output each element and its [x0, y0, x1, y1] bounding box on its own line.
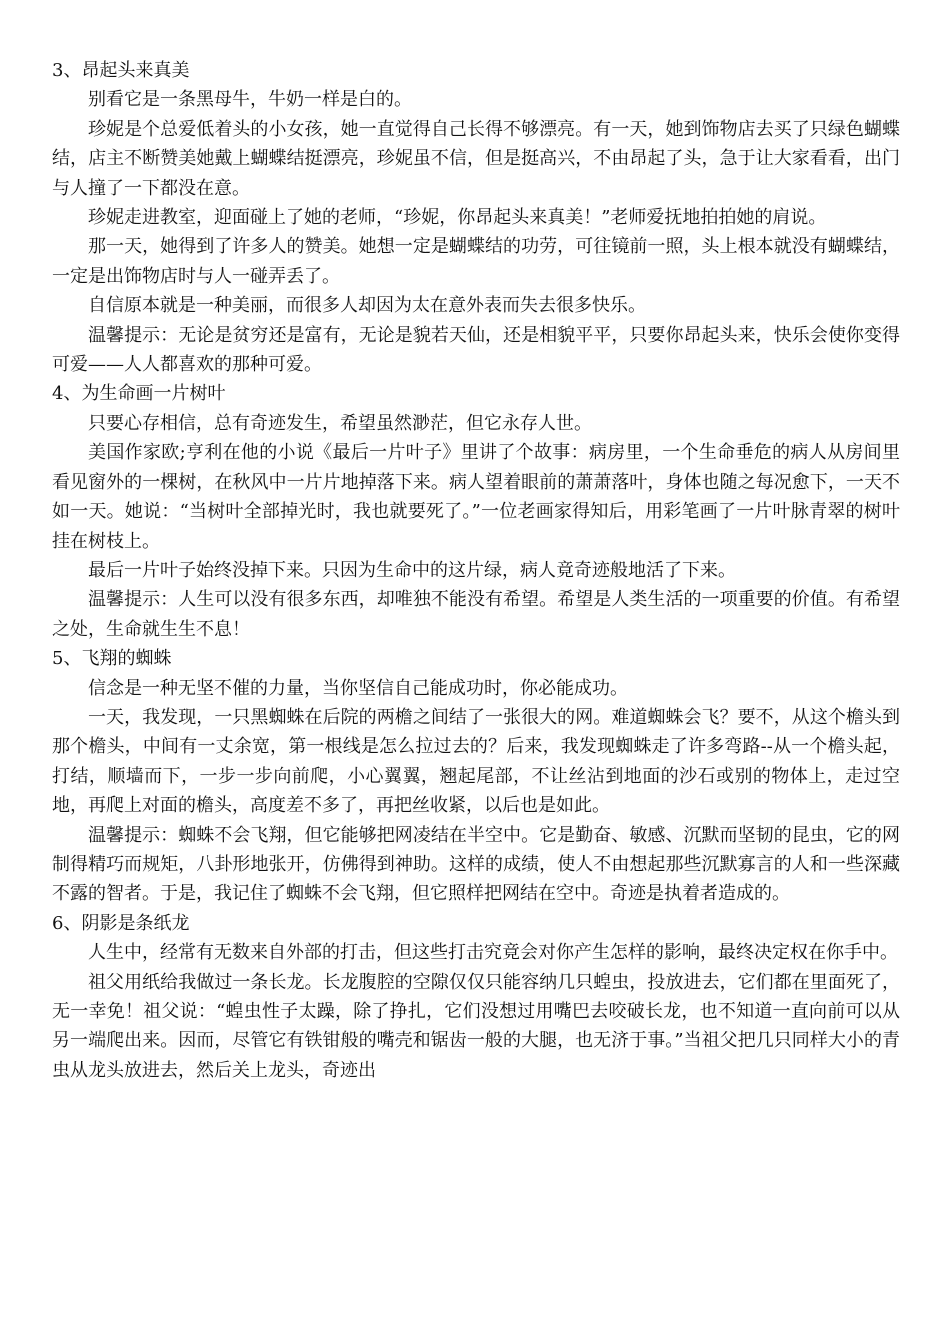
paragraph: 珍妮是个总爱低着头的小女孩，她一直觉得自己长得不够漂亮。有一天，她到饰物店去买了只绿色蝴蝶结，店主不断赞美她戴上蝴蝶结挺漂亮，珍妮虽不信，但是挺高兴，不由昂起了头，急于让大家看看，出门与人撞了一下都没在意。	[52, 118, 900, 199]
section-3	[52, 56, 900, 379]
paragraph: 人生中，经常有无数来自外部的打击，但这些打击究竟会对你产生怎样的影响，最终决定权在你手中。	[88, 942, 898, 964]
paragraph: 祖父用纸给我做过一条长龙。长龙腹腔的空隙仅仅只能容纳几只蝗虫，投放进去，它们都在里面死了，无一幸免！祖父说：“蝗虫性子太躁，除了挣扎，它们没想过用嘴巴去咬破长龙，也不知道一直向前可以从另一端爬出来。因而，尽管它有铁钳般的嘴壳和锯齿一般的大腿，也无济于事。”当祖父把几只同样大小的青虫从龙头放进去，然后关上龙头，奇迹出	[52, 971, 900, 1081]
section-heading: 5、飞翔的蜘蛛	[52, 648, 172, 670]
paragraph: 美国作家欧;亨利在他的小说《最后一片叶子》里讲了个故事：病房里，一个生命垂危的病人从房间里看见窗外的一棵树，在秋风中一片片地掉落下来。病人望着眼前的萧萧落叶，身体也随之每况愈下，一天不如一天。她说：“当树叶全部掉光时，我也就要死了。”一位老画家得知后，用彩笔画了一片叶脉青翠的树叶挂在树枝上。	[52, 442, 900, 552]
tip-paragraph: 温馨提示：无论是贫穷还是富有，无论是貌若天仙，还是相貌平平，只要你昂起头来，快乐会使你变得可爱——人人都喜欢的那种可爱。	[52, 324, 900, 376]
paragraph: 自信原本就是一种美丽，而很多人却因为太在意外表而失去很多快乐。	[88, 295, 646, 317]
paragraph: 一天，我发现，一只黑蜘蛛在后院的两檐之间结了一张很大的网。难道蜘蛛会飞？要不，从这个檐头到那个檐头，中间有一丈余宽，第一根线是怎么拉过去的？后来，我发现蜘蛛走了许多弯路--从一个檐头起，打结，顺墙而下，一步一步向前爬，小心翼翼，翘起尾部，不让丝沾到地面的沙石或别的物体上，走过空地，再爬上对面的檐头，高度差不多了，再把丝收紧，以后也是如此。	[52, 706, 900, 817]
paragraph: 珍妮走进教室，迎面碰上了她的老师，“珍妮，你昂起头来真美！”老师爱抚地拍拍她的肩说。	[88, 207, 827, 229]
paragraph: 那一天，她得到了许多人的赞美。她想一定是蝴蝶结的功劳，可往镜前一照，头上根本就没有蝴蝶结， 一定是出饰物店时与人一碰弄丢了。	[52, 236, 900, 287]
section-5	[52, 644, 900, 909]
section-heading: 6、阴影是条纸龙	[52, 912, 190, 934]
paragraph: 信念是一种无坚不催的力量，当你坚信自己能成功时，你必能成功。	[88, 677, 628, 699]
paragraph: 别看它是一条黑母牛，牛奶一样是白的。	[88, 89, 412, 111]
section-heading: 4、为生命画一片树叶	[52, 383, 226, 405]
tip-paragraph: 温馨提示：蜘蛛不会飞翔，但它能够把网凌结在半空中。它是勤奋、敏感、沉默而坚韧的昆虫，它的网制得精巧而规矩，八卦形地张开，仿佛得到神助。这样的成绩，使人不由想起那些沉默寡言的人和一些深藏不露的智者。于是，我记住了蜘蛛不会飞翔，但它照样把网结在空中。奇迹是执着者造成的。	[52, 824, 900, 905]
paragraph: 最后一片叶子始终没掉下来。只因为生命中的这片绿，病人竟奇迹般地活了下来。	[88, 559, 736, 581]
section-heading: 3、昂起头来真美	[52, 60, 190, 81]
paragraph: 只要心存相信，总有奇迹发生，希望虽然渺茫，但它永存人世。	[88, 412, 592, 434]
section-4	[52, 379, 900, 644]
tip-paragraph: 温馨提示：人生可以没有很多东西，却唯独不能没有希望。希望是人类生活的一项重要的价值。有希望之处，生命就生生不息！	[52, 589, 900, 640]
section-6	[52, 909, 900, 1085]
